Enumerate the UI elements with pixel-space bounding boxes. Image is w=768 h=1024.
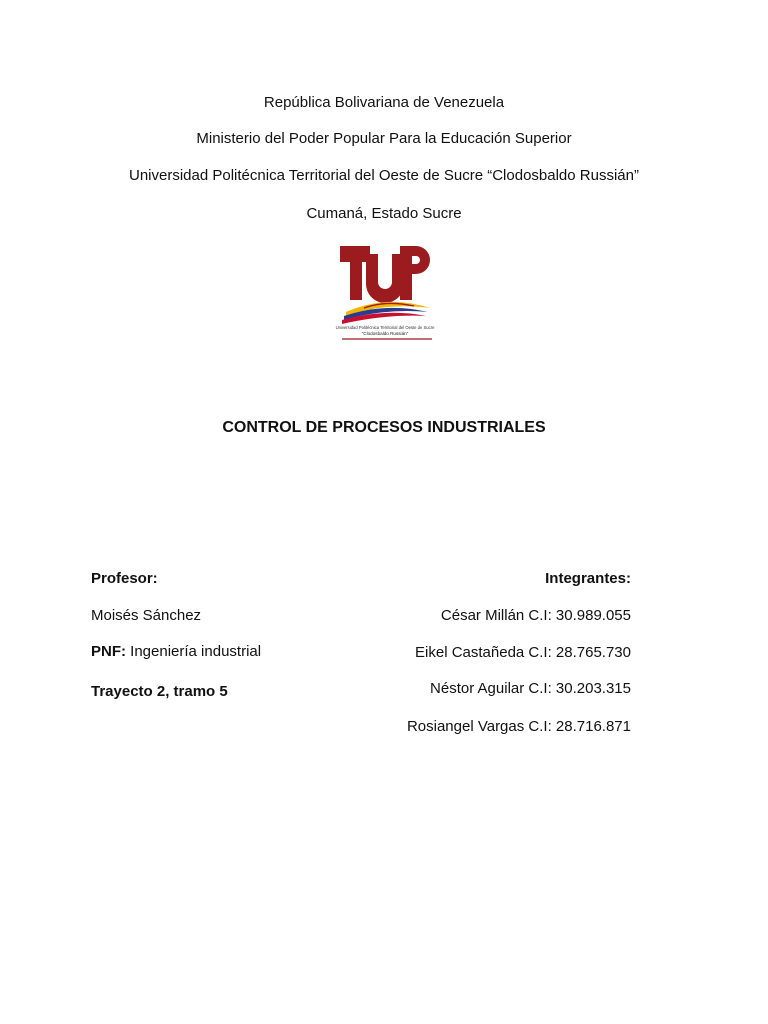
member-item: Rosiangel Vargas C.I: 28.716.871: [406, 718, 631, 735]
pnf-line: [91, 643, 261, 661]
header-university: Universidad Politécnica Territorial del Oeste de Sucre “Clodosbaldo Russián”: [129, 167, 639, 184]
logo-caption-line2: “Clodosbaldo Russián”: [361, 331, 409, 336]
header-city: Cumaná, Estado Sucre: [306, 205, 462, 222]
profesor-label: Profesor:: [91, 570, 158, 587]
integrantes-label: Integrantes:: [545, 570, 631, 587]
trayecto-line: Trayecto 2, tramo 5: [91, 683, 228, 700]
pnf-value: Ingeniería industrial: [126, 643, 262, 660]
university-logo-icon: [334, 242, 436, 342]
member-item: César Millán C.I: 30.989.055: [440, 607, 631, 624]
header-ministry: Ministerio del Poder Popular Para la Educación Superior: [196, 130, 572, 147]
member-item: Néstor Aguilar C.I: 30.203.315: [430, 680, 631, 697]
profesor-name: Moisés Sánchez: [91, 607, 202, 624]
document-title: CONTROL DE PROCESOS INDUSTRIALES: [222, 419, 546, 436]
member-item: Eikel Castañeda C.I: 28.765.730: [415, 644, 631, 661]
header-country: República Bolivariana de Venezuela: [263, 94, 505, 111]
pnf-label: PNF:: [91, 643, 126, 660]
logo-caption-line1: Universidad Politécnica Territorial del Oeste de Sucre: [335, 325, 435, 330]
